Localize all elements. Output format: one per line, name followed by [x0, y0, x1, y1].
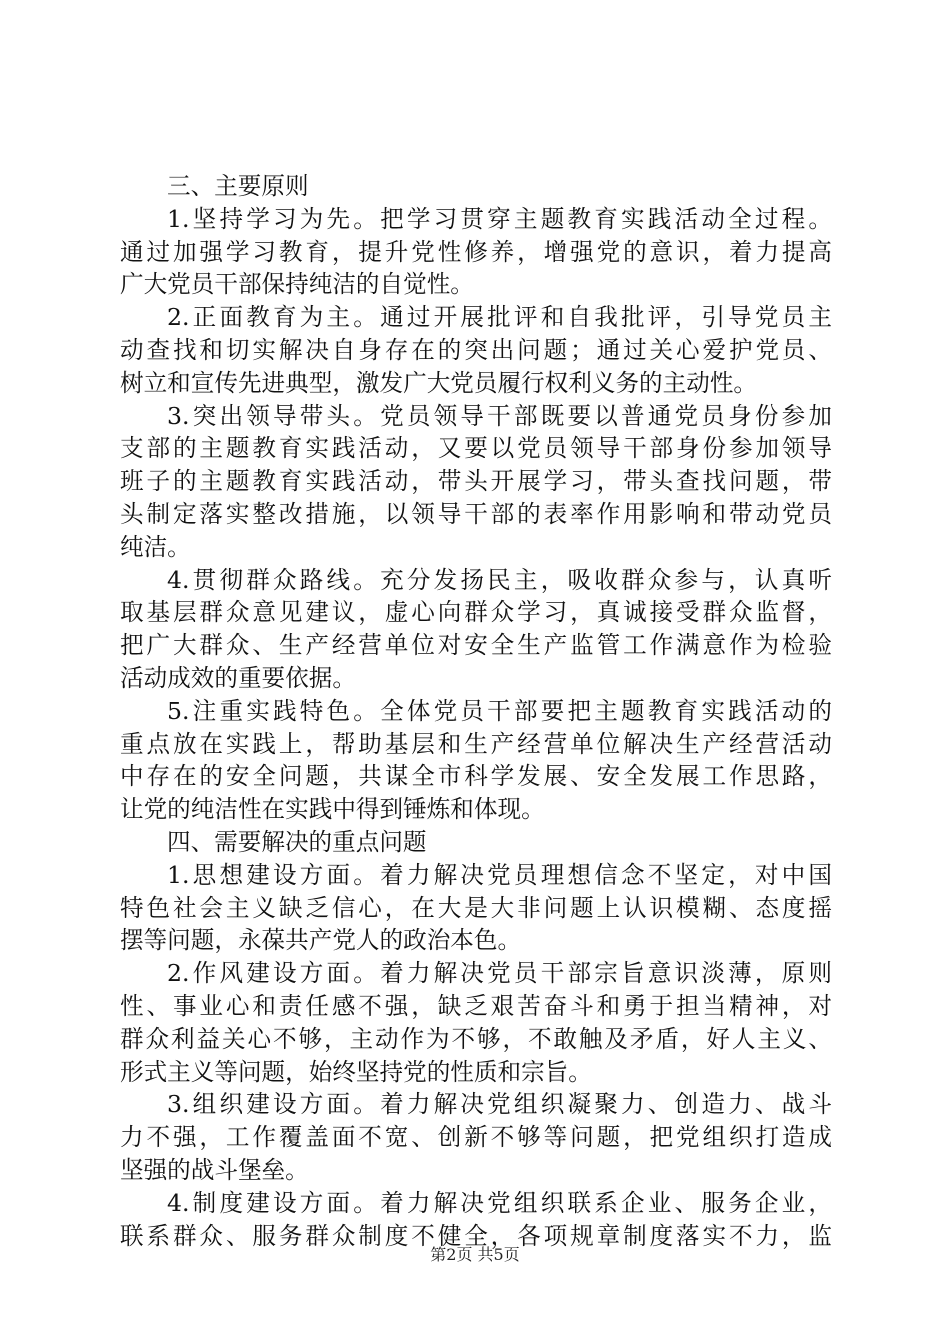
text-line: 5.注重实践特色。全体党员干部要把主题教育实践活动的: [167, 696, 832, 725]
text-line: 中存在的安全问题，共谋全市科学发展、安全发展工作思路，: [120, 762, 832, 791]
text-line: 形式主义等问题，始终坚持党的性质和宗旨。: [120, 1057, 592, 1086]
text-line: 把广大群众、生产经营单位对安全生产监管工作满意作为检验: [120, 631, 832, 660]
text-line: 支部的主题教育实践活动，又要以党员领导干部身份参加领导: [120, 434, 832, 463]
text-line: 2.作风建设方面。着力解决党员干部宗旨意识淡薄，原则: [167, 959, 832, 988]
text-line: 动查找和切实解决自身存在的突出问题；通过关心爱护党员、: [120, 335, 832, 364]
text-line: 纯洁。: [120, 532, 191, 561]
text-line: 四、需要解决的重点问题: [167, 827, 427, 856]
text-line: 让党的纯洁性在实践中得到锤炼和体现。: [120, 795, 545, 824]
text-line: 1.思想建设方面。着力解决党员理想信念不坚定，对中国: [167, 860, 832, 889]
text-line: 坚强的战斗堡垒。: [120, 1155, 309, 1184]
text-line: 3.突出领导带头。党员领导干部既要以普通党员身份参加: [167, 401, 832, 430]
text-line: 群众利益关心不够，主动作为不够，不敢触及矛盾，好人主义、: [120, 1024, 832, 1053]
text-line: 联系群众、服务群众制度不健全，各项规章制度落实不力，监: [120, 1221, 832, 1250]
text-line: 取基层群众意见建议，虚心向群众学习，真诚接受群众监督，: [120, 598, 832, 627]
text-line: 4.制度建设方面。着力解决党组织联系企业、服务企业，: [167, 1188, 832, 1217]
text-line: 头制定落实整改措施，以领导干部的表率作用影响和带动党员: [120, 499, 832, 528]
document-body: [120, 170, 832, 1252]
text-line: 摆等问题，永葆共产党人的政治本色。: [120, 926, 522, 955]
text-line: 重点放在实践上，帮助基层和生产经营单位解决生产经营活动: [120, 729, 832, 758]
text-line: 班子的主题教育实践活动，带头开展学习，带头查找问题，带: [120, 467, 832, 496]
text-line: 树立和宣传先进典型，激发广大党员履行权利义务的主动性。: [120, 368, 758, 397]
text-line: 1.坚持学习为先。把学习贯穿主题教育实践活动全过程。: [167, 204, 832, 233]
page-footer: 第2页 共5页: [430, 1245, 520, 1264]
text-line: 通过加强学习教育，提升党性修养，增强党的意识，着力提高: [120, 237, 832, 266]
text-line: 力不强，工作覆盖面不宽、创新不够等问题，把党组织打造成: [120, 1123, 832, 1152]
text-line: 特色社会主义缺乏信心，在大是大非问题上认识模糊、态度摇: [120, 893, 832, 922]
text-line: 活动成效的重要依据。: [120, 663, 356, 692]
text-line: 4.贯彻群众路线。充分发扬民主，吸收群众参与，认真听: [167, 565, 832, 594]
text-line: 广大党员干部保持纯洁的自觉性。: [120, 270, 474, 299]
text-line: 2.正面教育为主。通过开展批评和自我批评，引导党员主: [167, 303, 832, 332]
text-line: 性、事业心和责任感不强，缺乏艰苦奋斗和勇于担当精神，对: [120, 991, 832, 1020]
text-line: 3.组织建设方面。着力解决党组织凝聚力、创造力、战斗: [167, 1090, 832, 1119]
text-line: 三、主要原则: [167, 172, 309, 200]
